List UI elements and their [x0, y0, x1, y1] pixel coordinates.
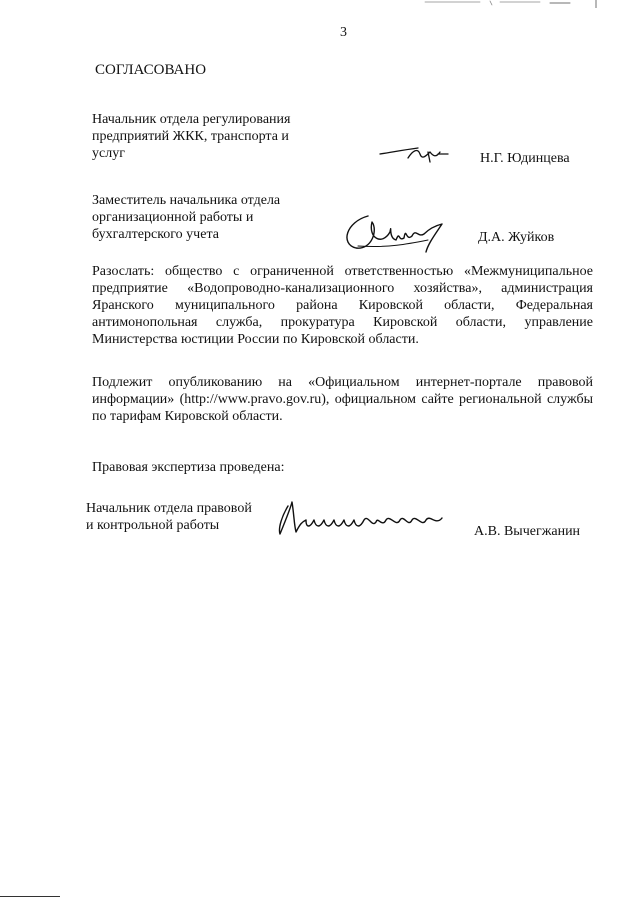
position-line: Заместитель начальника отдела	[92, 193, 281, 208]
position-line: предприятий ЖКК, транспорта и	[92, 129, 289, 144]
position-line: услуг	[92, 146, 125, 161]
scan-marks	[420, 0, 600, 8]
position-line: Начальник отдела правовой	[86, 501, 252, 516]
signature-1	[378, 138, 458, 168]
signatory-2-position	[92, 192, 280, 243]
publication-paragraph: Подлежит опубликованию на «Официальном интернет-портале правовой информации» (http://www.pravo.gov.ru), официальном сайте региональной службы по тарифам Кировской области.	[92, 375, 593, 424]
legal-review-name: А.В. Вычегжанин	[474, 524, 581, 539]
signature-3	[272, 494, 458, 542]
signatory-2-name: Д.А. Жуйков	[478, 230, 555, 245]
position-line: Начальник отдела регулирования	[92, 112, 291, 127]
page-number: 3	[340, 25, 347, 40]
signatory-1-position	[92, 111, 290, 162]
signature-2	[338, 208, 466, 256]
distribution-paragraph: Разослать: общество с ограниченной ответственностью «Межмуниципальное предприятие «Водопроводно-канализационного хозяйства», администрация Яранского муниципального района Кировской области, Федеральная антимонопольная служба, прокуратура Кировской области, управление Министерства юстиции России по Кировской области.	[92, 264, 593, 347]
legal-review-position	[86, 500, 252, 534]
position-line: бухгалтерского учета	[92, 227, 219, 242]
position-line: и контрольной работы	[86, 518, 220, 533]
approval-heading: СОГЛАСОВАНО	[95, 62, 207, 78]
footnote-rule	[0, 896, 60, 897]
position-line: организационной работы и	[92, 210, 254, 225]
legal-review-heading: Правовая экспертиза проведена:	[92, 460, 285, 475]
signatory-1-name: Н.Г. Юдинцева	[480, 151, 570, 166]
